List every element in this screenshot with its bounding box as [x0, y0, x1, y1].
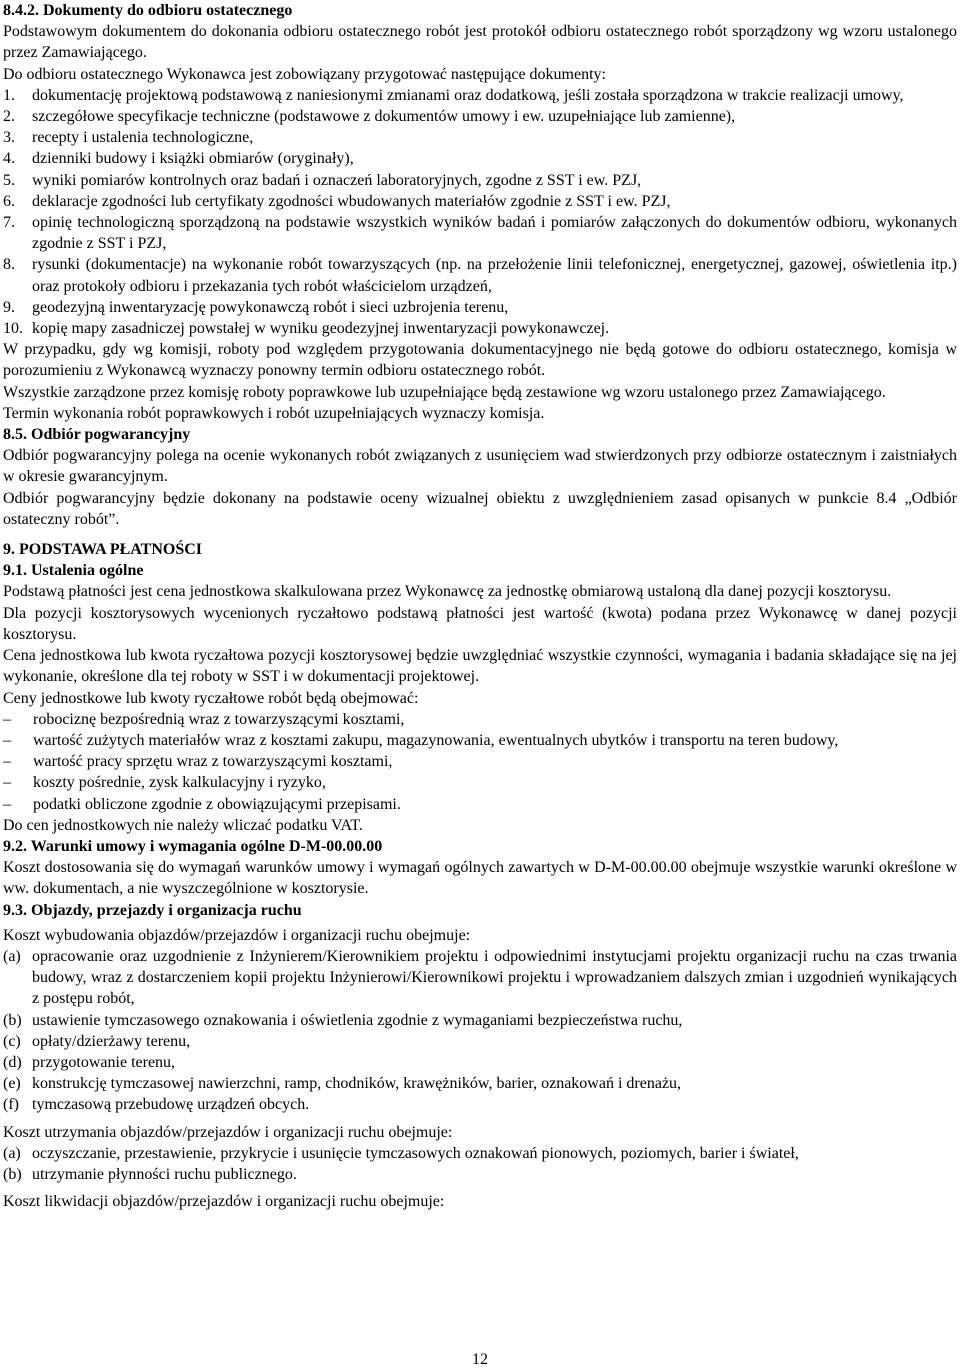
section-heading-9-3: 9.3. Objazdy, przejazdy i organizacja ruchu — [3, 901, 302, 919]
document-page — [3, 0, 957, 1212]
paragraph: Odbiór pogwarancyjny będzie dokonany na podstawie oceny wizualnej obiektu z uwzględnieniem zasad opisanych w punkcie 8.4 „Odbiór ostateczny robót”. — [3, 489, 957, 528]
paragraph: Ceny jednostkowe lub kwoty ryczałtowe robót będą obejmować: — [3, 689, 419, 707]
paragraph: Wszystkie zarządzone przez komisję roboty poprawkowe lub uzupełniające będą zestawione wg wzoru ustalonego przez Zamawiającego. — [3, 383, 886, 401]
alpha-list-maintenance-costs — [3, 1143, 957, 1185]
paragraph: Cena jednostkowa lub kwota ryczałtowa pozycji kosztorysowej będzie uwzględniać wszystkie czynności, wymagania i badania składające się na jej wykonanie, określone dla tej roboty w SST i w dokumentacji projektowej. — [3, 647, 957, 686]
list-item: (d) przygotowanie terenu, — [3, 1053, 176, 1071]
list-item: 4. dzienniki budowy i książki obmiarów (oryginały), — [3, 150, 354, 168]
paragraph: Termin wykonania robót poprawkowych i robót uzupełniających wyznaczy komisja. — [3, 404, 545, 422]
paragraph: Koszt likwidacji objazdów/przejazdów i organizacji ruchu obejmuje: — [3, 1193, 445, 1211]
list-item: 5. wyniki pomiarów kontrolnych oraz badań i oznaczeń laboratoryjnych, zgodne z SST i ew. PZJ, — [3, 171, 642, 189]
list-item: – wartość zużytych materiałów wraz z kosztami zakupu, magazynowania, ewentualnych ubytków i transportu na teren budowy, — [3, 730, 957, 751]
section-heading-9-1: 9.1. Ustalenia ogólne — [3, 562, 144, 580]
paragraph: Podstawą płatności jest cena jednostkowa skalkulowana przez Wykonawcę za jednostkę obmiarową ustaloną dla danej pozycji kosztorysu. — [3, 583, 892, 601]
numbered-list-documents — [3, 85, 957, 339]
spacer — [3, 530, 957, 539]
paragraph: Do cen jednostkowych nie należy wliczać podatku VAT. — [3, 816, 363, 834]
page-number: 12 — [472, 1351, 488, 1368]
section-heading-8-4-2: 8.4.2. Dokumenty do odbioru ostatecznego — [3, 2, 293, 19]
paragraph: W przypadku, gdy wg komisji, roboty pod względem przygotowania dokumentacyjnego nie będą gotowe do odbioru ostatecznego, komisja w porozumieniu z Wykonawcą wyznaczy ponowny termin odbioru ostatecznego robót. — [3, 341, 957, 380]
list-item: (b) utrzymanie płynności ruchu publicznego. — [3, 1165, 297, 1183]
list-item: – podatki obliczone zgodnie z obowiązującymi przepisami. — [3, 794, 957, 815]
list-item: (f) tymczasową przebudowę urządzeń obcych. — [3, 1096, 310, 1114]
dash-bullet: – — [3, 795, 11, 813]
dash-bullet: – — [3, 753, 11, 771]
list-item: (b) ustawienie tymczasowego oznakowania i oświetlenia zgodnie z wymaganiami bezpieczeństwa ruchu, — [3, 1011, 683, 1029]
section-heading-9: 9. PODSTAWA PŁATNOŚCI — [3, 541, 202, 559]
dash-bullet: – — [3, 710, 11, 728]
alpha-list-build-costs — [3, 946, 957, 1116]
dash-bullet: – — [3, 731, 11, 749]
dash-list-cost-components — [3, 709, 957, 815]
list-item: 9. geodezyjną inwentaryzację powykonawczą robót i sieci uzbrojenia terenu, — [3, 298, 509, 316]
section-heading-9-2: 9.2. Warunki umowy i wymagania ogólne D-M-00.00.00 — [3, 837, 383, 855]
list-item: 3. recepty i ustalenia technologiczne, — [3, 129, 254, 147]
list-item: 1. dokumentację projektową podstawową z naniesionymi zmianami oraz dodatkową, jeśli została sporządzona w trakcie realizacji umowy, — [3, 86, 904, 104]
list-item: (c) opłaty/dzierżawy terenu, — [3, 1032, 191, 1050]
list-item: – wartość pracy sprzętu wraz z towarzyszącymi kosztami, — [3, 751, 957, 772]
list-item: 2. szczegółowe specyfikacje techniczne (podstawowe z dokumentów umowy i ew. uzupełniające lub zamienne), — [3, 108, 736, 126]
list-item: (a) opracowanie oraz uzgodnienie z Inżynierem/Kierownikiem projektu i odpowiednimi instytucjami projektu organizacji ruchu na czas trwania budowy, wraz z dostarczeniem kopii projektu Inżynierowi/Kierownikowi projektu i wprowadzaniem dalszych zmian i uzgodnień wynikających z postępu robót, — [3, 947, 957, 1008]
list-item: 8. rysunki (dokumentacje) na wykonanie robót towarzyszących (np. na przełożenie linii telefonicznej, energetycznej, gazowej, oświetlenia itp.) oraz protokoły odbioru i przekazania tych robót właścicielom urządzeń, — [3, 256, 957, 295]
list-item: (e) konstrukcję tymczasowej nawierzchni, ramp, chodników, krawężników, barier, oznakowań i drenażu, — [3, 1075, 682, 1093]
list-item: 7. opinię technologiczną sporządzoną na podstawie wszystkich wyników badań i pomiarów załączonych do dokumentów odbioru, wykonanych zgodnie z SST i PZJ, — [3, 214, 957, 253]
paragraph: Do odbioru ostatecznego Wykonawca jest zobowiązany przygotować następujące dokumenty: — [3, 65, 606, 83]
paragraph: Dla pozycji kosztorysowych wycenionych ryczałtowo podstawą płatności jest wartość (kwota) podana przez Wykonawcę w danej pozycji kosztorysu. — [3, 604, 957, 643]
dash-bullet: – — [3, 774, 11, 792]
paragraph: Odbiór pogwarancyjny polega na ocenie wykonanych robót związanych z usunięciem wad stwierdzonych przy odbiorze ostatecznym i zaistniałych w okresie gwarancyjnym. — [3, 447, 957, 486]
list-item: – koszty pośrednie, zysk kalkulacyjny i ryzyko, — [3, 772, 957, 793]
list-item: 10. kopię mapy zasadniczej powstałej w wyniku geodezyjnej inwentaryzacji powykonawczej. — [3, 320, 610, 338]
list-item: 6. deklaracje zgodności lub certyfikaty zgodności wbudowanych materiałów zgodnie z SST i ew. PZJ, — [3, 192, 671, 210]
list-item: (a) oczyszczanie, przestawienie, przykrycie i usunięcie tymczasowych oznakowań pionowych, poziomych, barier i świateł, — [3, 1144, 799, 1162]
paragraph: Koszt dostosowania się do wymagań warunków umowy i wymagań ogólnych zawartych w D-M-00.00.00 obejmuje wszystkie warunki określone w ww. dokumentach, a nie wyszczególnione w kosztorysie. — [3, 859, 957, 898]
section-heading-8-5: 8.5. Odbiór pogwarancyjny — [3, 426, 191, 444]
paragraph: Koszt wybudowania objazdów/przejazdów i organizacji ruchu obejmuje: — [3, 926, 471, 944]
list-item: – robociznę bezpośrednią wraz z towarzyszącymi kosztami, — [3, 709, 957, 730]
paragraph: Podstawowym dokumentem do dokonania odbioru ostatecznego robót jest protokół odbioru ostatecznego robót sporządzony wg wzoru ustalonego przez Zamawiającego. — [3, 23, 957, 62]
paragraph: Koszt utrzymania objazdów/przejazdów i organizacji ruchu obejmuje: — [3, 1123, 453, 1141]
